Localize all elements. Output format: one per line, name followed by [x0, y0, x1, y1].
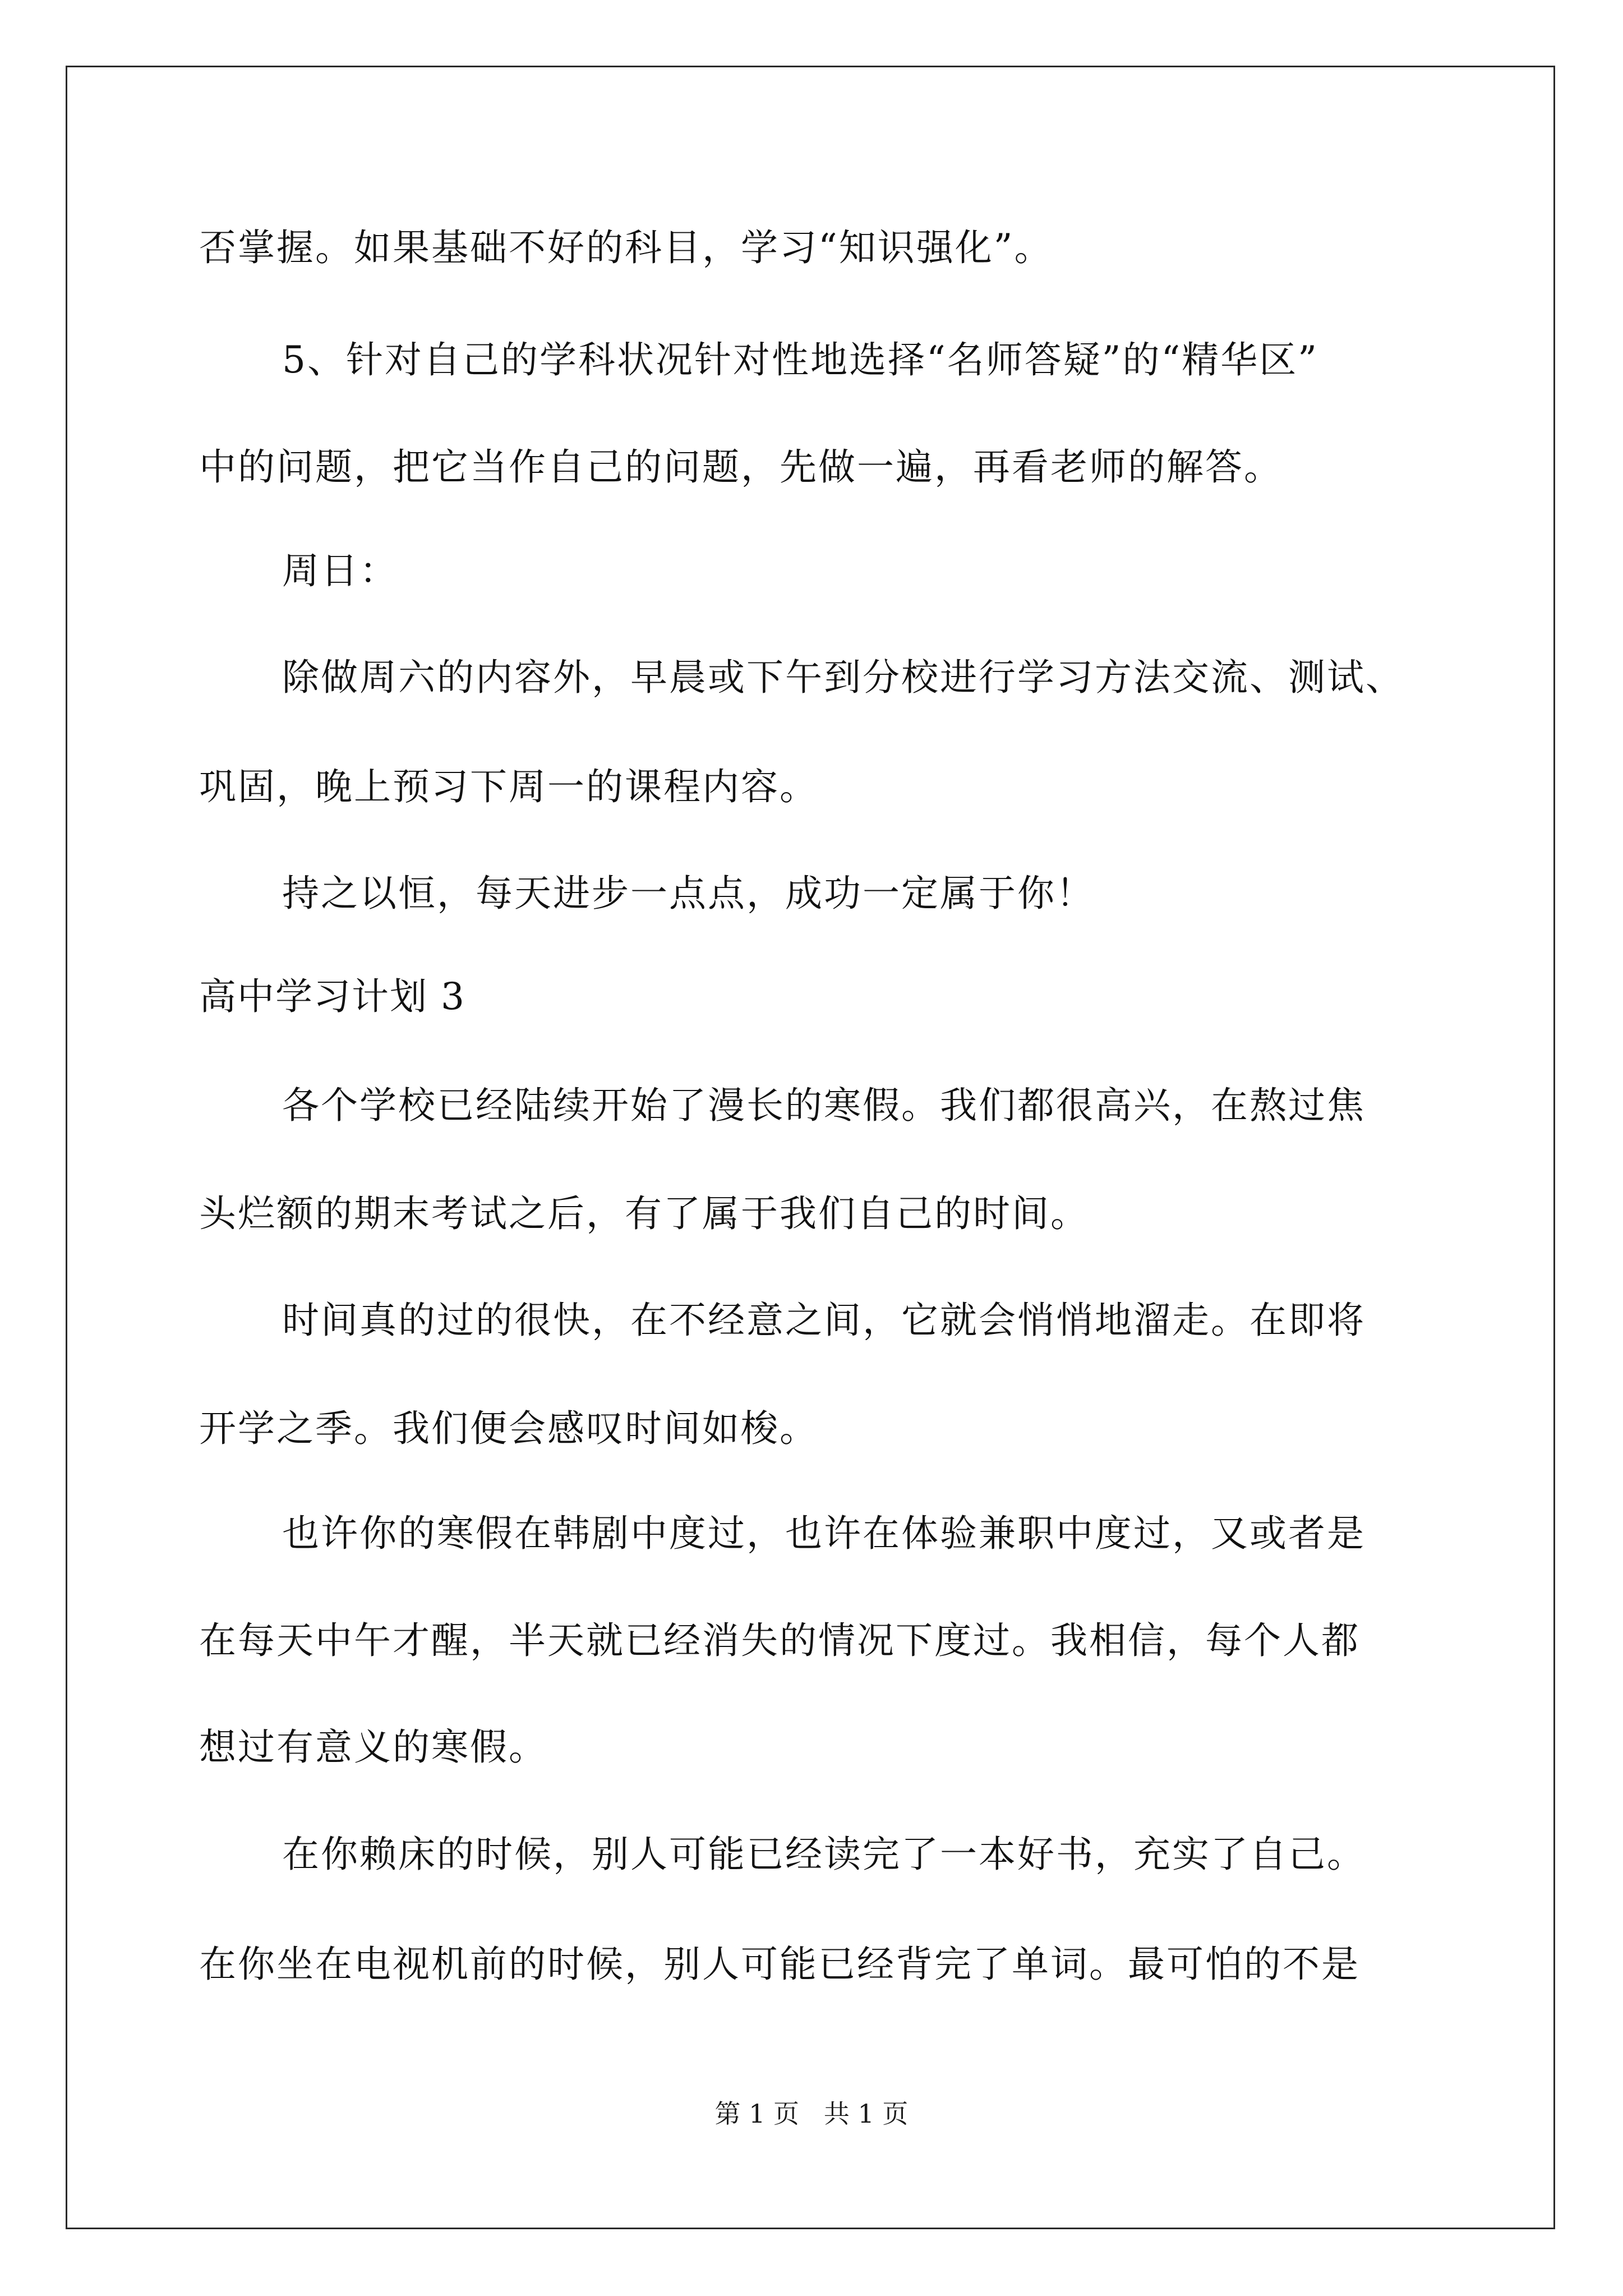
text-line: 否掌握。如果基础不好的科目，学习“知识强化”。 [199, 226, 1053, 269]
text-line: 在每天中午才醒，半天就已经消失的情况下度过。我相信，每个人都 [199, 1619, 1360, 1662]
text-line: 除做周六的内容外，早晨或下午到分校进行学习方法交流、测试、 [282, 656, 1404, 699]
text-line: 5、针对自己的学科状况针对性地选择“名师答疑”的“精华区” [282, 338, 1318, 381]
text-line: 巩固，晚上预习下周一的课程内容。 [199, 765, 818, 808]
text-line: 也许你的寒假在韩剧中度过，也许在体验兼职中度过，又或者是 [282, 1512, 1366, 1555]
text-line: 中的问题，把它当作自己的问题，先做一遍，再看老师的解答。 [199, 445, 1283, 489]
text-line: 持之以恒，每天进步一点点，成功一定属于你！ [282, 872, 1095, 915]
section-heading: 高中学习计划 3 [199, 975, 465, 1018]
text-line: 想过有意义的寒假。 [199, 1726, 547, 1769]
text-line: 开学之季。我们便会感叹时间如梭。 [199, 1407, 818, 1450]
text-line: 时间真的过的很快，在不经意之间，它就会悄悄地溜走。在即将 [282, 1299, 1366, 1342]
page-border [66, 66, 1555, 2229]
page-number-footer: 第 1 页 共 1 页 [714, 2099, 909, 2129]
text-line: 周日： [282, 549, 398, 592]
text-line: 在你赖床的时候，别人可能已经读完了一本好书，充实了自己。 [282, 1833, 1366, 1876]
text-line: 头烂额的期末考试之后，有了属于我们自己的时间。 [199, 1192, 1089, 1235]
text-line: 各个学校已经陆续开始了漫长的寒假。我们都很高兴，在熬过焦 [282, 1084, 1366, 1127]
text-line: 在你坐在电视机前的时候，别人可能已经背完了单词。最可怕的不是 [199, 1943, 1360, 1986]
